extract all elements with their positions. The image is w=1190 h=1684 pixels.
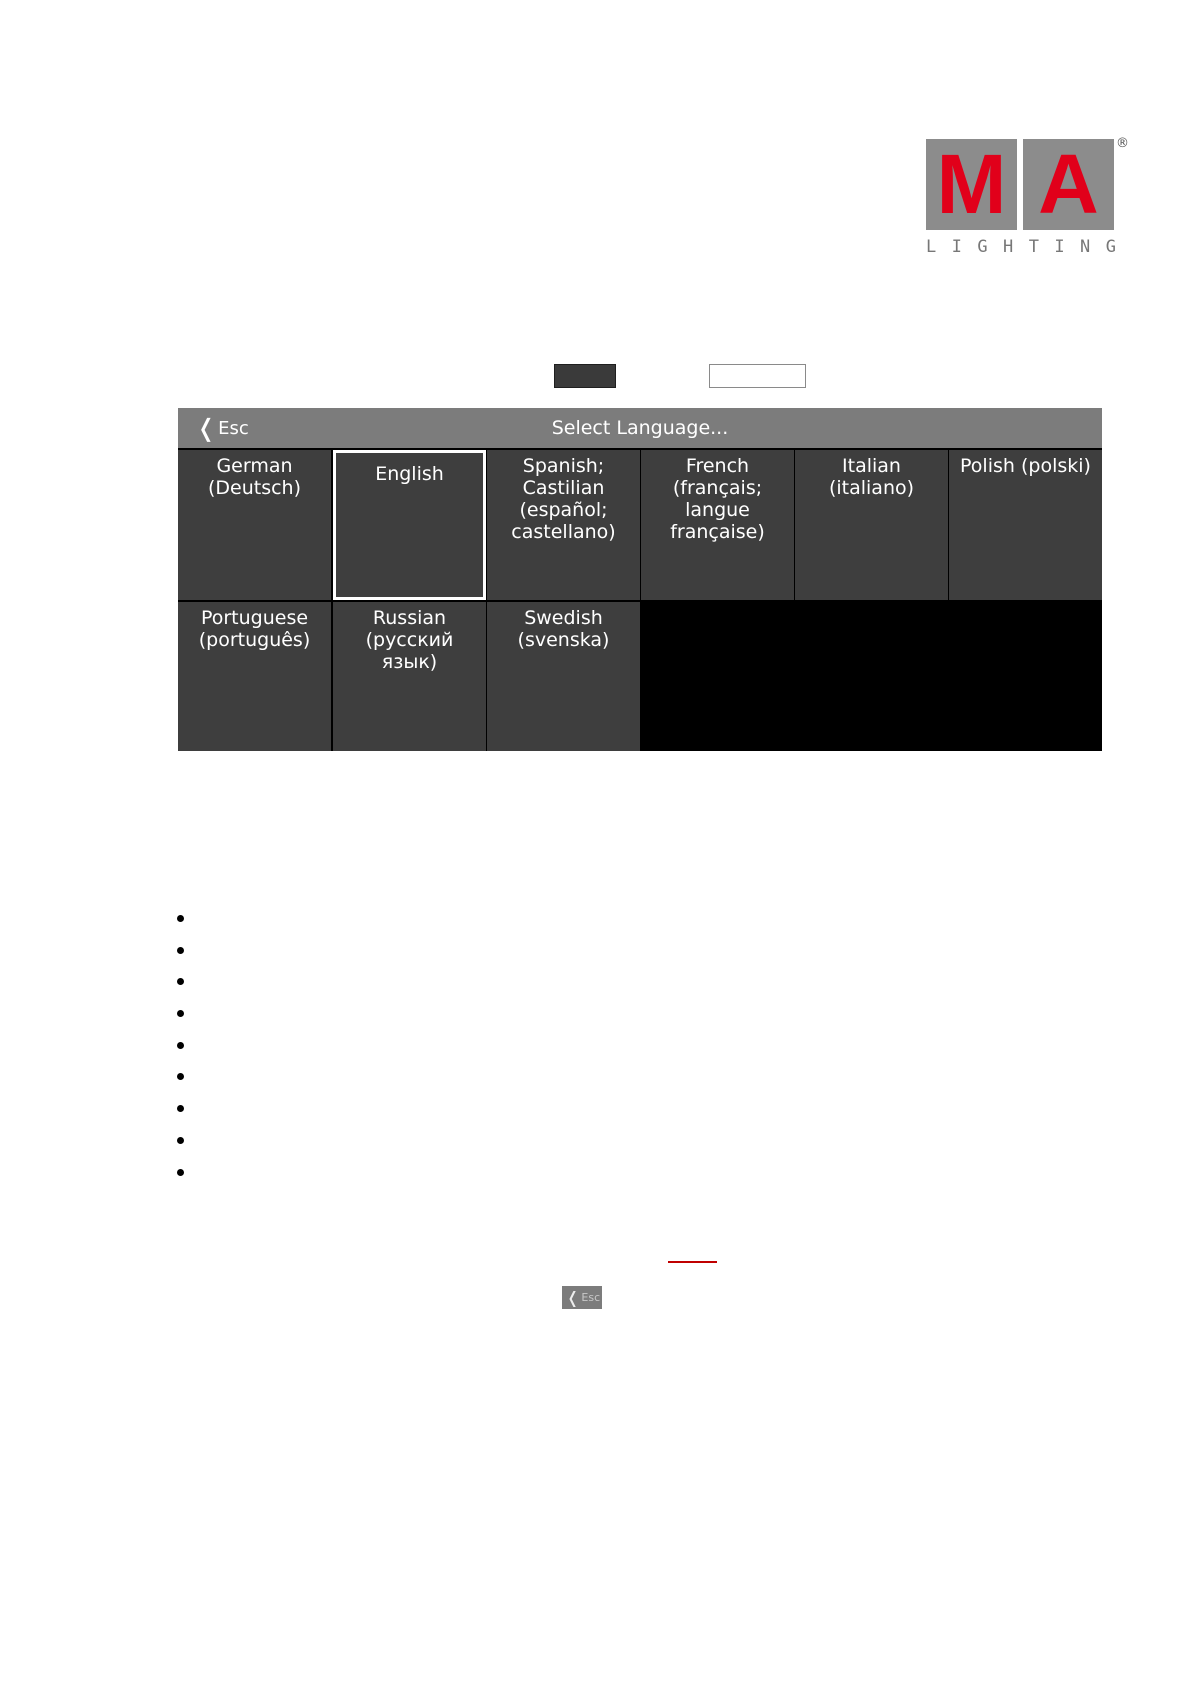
logo-sub-letter: H — [1003, 237, 1014, 257]
language-label-line: Spanish; — [522, 455, 605, 477]
language-option[interactable] — [333, 450, 486, 600]
language-grid — [178, 450, 1102, 751]
language-option[interactable] — [949, 450, 1102, 600]
logo-subtitle — [926, 237, 1116, 257]
language-option[interactable] — [333, 602, 486, 751]
language-option[interactable] — [795, 450, 948, 600]
logo-sub-letter: I — [1054, 237, 1065, 257]
esc-small-label: Esc — [581, 1291, 601, 1304]
language-label-line: Portuguese — [200, 607, 309, 629]
language-label-line: English — [375, 463, 444, 485]
language-label-line: Italian — [842, 455, 901, 477]
ma-lighting-logo — [926, 136, 1136, 259]
language-option[interactable] — [178, 450, 331, 600]
logo-letter-m: M — [926, 139, 1017, 230]
language-option[interactable] — [487, 450, 640, 600]
chevron-left-icon: ❬ — [196, 414, 217, 442]
language-label-line: française) — [670, 521, 765, 543]
language-label-line: langue — [685, 499, 750, 521]
language-label-line: Polish (polski) — [960, 455, 1091, 477]
language-label-line: язык) — [381, 651, 438, 673]
logo-sub-letter: G — [977, 237, 988, 257]
hyperlink-underline[interactable] — [668, 1261, 717, 1263]
logo-sub-letter: G — [1105, 237, 1116, 257]
registered-mark: ® — [1116, 136, 1129, 151]
inline-light-key-image — [709, 364, 806, 388]
inline-dark-key-image — [554, 364, 616, 388]
dialog-title: Select Language... — [551, 417, 729, 439]
logo-sub-letter: I — [951, 237, 962, 257]
esc-label: Esc — [218, 417, 249, 439]
select-language-dialog — [178, 408, 1102, 751]
language-label-line: castellano) — [511, 521, 616, 543]
language-option[interactable] — [178, 602, 331, 751]
language-option[interactable] — [641, 450, 794, 600]
language-label-line: (Deutsch) — [207, 477, 302, 499]
logo-sub-letter: T — [1028, 237, 1039, 257]
language-label-line: (русский — [365, 629, 454, 651]
language-label-line: (italiano) — [828, 477, 915, 499]
language-label-line: French — [685, 455, 750, 477]
language-label-line: Russian — [372, 607, 447, 629]
dialog-title-bar — [178, 408, 1102, 448]
language-label-line: (français; — [672, 477, 763, 499]
language-label-line: (português) — [198, 629, 311, 651]
language-label-line: (español; — [519, 499, 608, 521]
logo-letter-a: A — [1023, 139, 1114, 230]
language-label-line: Swedish — [524, 607, 603, 629]
language-label-line: Castilian — [522, 477, 605, 499]
logo-sub-letter: L — [926, 237, 937, 257]
language-label-line: (svenska) — [517, 629, 610, 651]
logo-sub-letter: N — [1080, 237, 1091, 257]
esc-button[interactable] — [196, 414, 249, 442]
language-option[interactable] — [487, 602, 640, 751]
chevron-left-icon: ❬ — [566, 1287, 580, 1307]
language-label-line: German — [216, 455, 293, 477]
esc-button-icon-image — [562, 1286, 602, 1309]
